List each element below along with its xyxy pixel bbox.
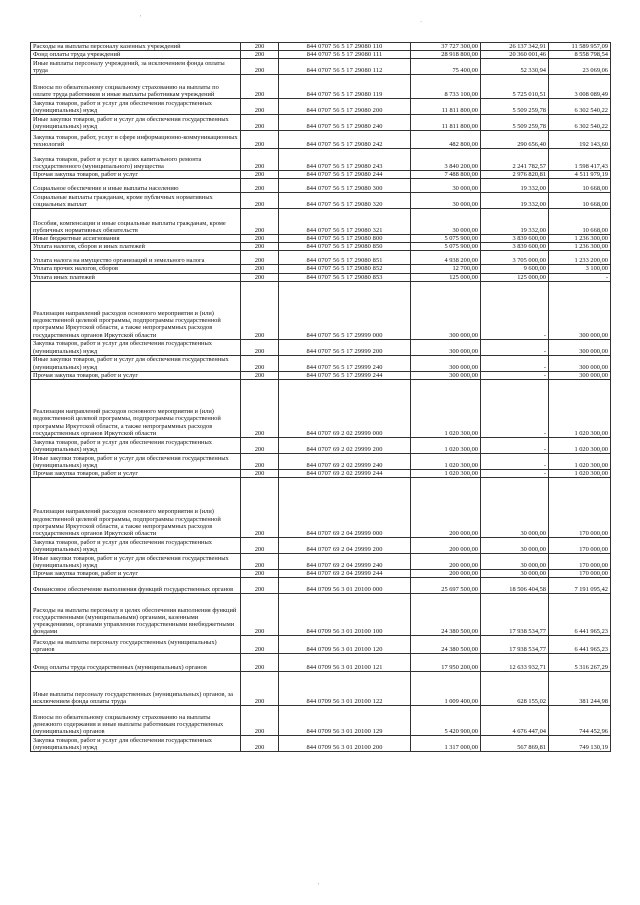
executed-amount-cell: 30 000,00 xyxy=(481,477,549,537)
expense-name-cell: Реализация направлений расходов основного мероприятия и (или) ведомственной целевой программы, подпрограммы государственной программы Иркутской области, а также непрограммных расходов государственных органов Иркутской области xyxy=(31,477,241,537)
executed-amount-cell: 18 506 404,58 xyxy=(481,577,549,593)
table-row xyxy=(31,149,611,171)
line-code-cell: 200 xyxy=(241,193,279,209)
unexecuted-amount-cell: 192 143,60 xyxy=(549,131,611,149)
executed-amount-cell: 5 725 010,51 xyxy=(481,75,549,99)
unexecuted-amount-cell: 1 233 200,00 xyxy=(549,251,611,265)
approved-amount-cell: 24 380 500,00 xyxy=(411,593,481,635)
executed-amount-cell: 12 633 932,71 xyxy=(481,653,549,671)
classification-code-cell: 844 0709 56 3 01 20100 121 xyxy=(279,653,411,671)
classification-code-cell: 844 0707 56 5 17 29080 320 xyxy=(279,193,411,209)
executed-amount-cell: 3 839 600,00 xyxy=(481,235,549,243)
line-code-cell: 200 xyxy=(241,281,279,339)
unexecuted-amount-cell: 381 244,98 xyxy=(549,671,611,705)
expense-name-cell: Иные закупки товаров, работ и услуг для обеспечения государственных (муниципальных) нужд xyxy=(31,553,241,569)
executed-amount-cell: 628 155,02 xyxy=(481,671,549,705)
classification-code-cell: 844 0707 69 2 04 29999 200 xyxy=(279,537,411,553)
unexecuted-amount-cell: 11 589 957,09 xyxy=(549,43,611,51)
unexecuted-amount-cell: 300 000,00 xyxy=(549,339,611,355)
expense-name-cell: Иные бюджетные ассигнования xyxy=(31,235,241,243)
classification-code-cell: 844 0707 56 5 17 29080 321 xyxy=(279,209,411,235)
unexecuted-amount-cell: 1 020 300,00 xyxy=(549,453,611,469)
line-code-cell: 200 xyxy=(241,339,279,355)
classification-code-cell: 844 0709 56 3 01 20100 120 xyxy=(279,635,411,653)
executed-amount-cell: 17 938 534,77 xyxy=(481,593,549,635)
executed-amount-cell: 20 360 001,46 xyxy=(481,51,549,59)
unexecuted-amount-cell: 300 000,00 xyxy=(549,355,611,371)
classification-code-cell: 844 0707 69 2 02 29999 000 xyxy=(279,379,411,437)
approved-amount-cell: 12 700,00 xyxy=(411,265,481,273)
table-row xyxy=(31,577,611,593)
classification-code-cell: 844 0707 69 2 02 29999 240 xyxy=(279,453,411,469)
table-row xyxy=(31,75,611,99)
classification-code-cell: 844 0707 56 5 17 29080 242 xyxy=(279,131,411,149)
approved-amount-cell: 1 009 400,00 xyxy=(411,671,481,705)
executed-amount-cell: - xyxy=(481,339,549,355)
executed-amount-cell: - xyxy=(481,437,549,453)
classification-code-cell: 844 0707 56 5 17 29080 852 xyxy=(279,265,411,273)
line-code-cell: 200 xyxy=(241,537,279,553)
classification-code-cell: 844 0707 56 5 17 29080 200 xyxy=(279,99,411,115)
approved-amount-cell: 3 840 200,00 xyxy=(411,149,481,171)
table-row xyxy=(31,537,611,553)
expense-name-cell: Прочая закупка товаров, работ и услуг xyxy=(31,171,241,179)
unexecuted-amount-cell: 7 191 095,42 xyxy=(549,577,611,593)
classification-code-cell: 844 0707 56 5 17 29080 119 xyxy=(279,75,411,99)
table-row xyxy=(31,281,611,339)
unexecuted-amount-cell: 1 236 300,00 xyxy=(549,235,611,243)
line-code-cell: 200 xyxy=(241,355,279,371)
classification-code-cell: 844 0707 56 5 17 29080 243 xyxy=(279,149,411,171)
expense-name-cell: Фонд оплаты труда государственных (муниципальных) органов xyxy=(31,653,241,671)
expense-name-cell: Реализация направлений расходов основного мероприятия и (или) ведомственной целевой программы, подпрограммы государственной программы Иркутской области, а также непрограммных расходов государственных органов Иркутской области xyxy=(31,281,241,339)
expense-name-cell: Иные закупки товаров, работ и услуг для обеспечения государственных (муниципальных) нужд xyxy=(31,355,241,371)
unexecuted-amount-cell: 1 598 417,43 xyxy=(549,149,611,171)
executed-amount-cell: 19 332,00 xyxy=(481,179,549,193)
classification-code-cell: 844 0707 56 5 17 29080 240 xyxy=(279,115,411,131)
line-code-cell: 200 xyxy=(241,149,279,171)
expense-name-cell: Уплата налога на имущество организаций и земельного налога xyxy=(31,251,241,265)
executed-amount-cell: 2 241 782,57 xyxy=(481,149,549,171)
expense-name-cell: Финансовое обеспечение выполнения функций государственных органов xyxy=(31,577,241,593)
unexecuted-amount-cell: 5 316 267,29 xyxy=(549,653,611,671)
approved-amount-cell: 300 000,00 xyxy=(411,339,481,355)
classification-code-cell: 844 0707 56 5 17 29999 200 xyxy=(279,339,411,355)
executed-amount-cell: - xyxy=(481,355,549,371)
classification-code-cell: 844 0707 56 5 17 29999 240 xyxy=(279,355,411,371)
unexecuted-amount-cell: 6 302 540,22 xyxy=(549,115,611,131)
executed-amount-cell: 52 330,94 xyxy=(481,59,549,75)
executed-amount-cell: - xyxy=(481,469,549,477)
expense-name-cell: Социальное обеспечение и иные выплаты населению xyxy=(31,179,241,193)
approved-amount-cell: 200 000,00 xyxy=(411,537,481,553)
scan-mark: ' xyxy=(140,14,142,22)
approved-amount-cell: 300 000,00 xyxy=(411,281,481,339)
classification-code-cell: 844 0709 56 3 01 20100 122 xyxy=(279,671,411,705)
approved-amount-cell: 28 918 800,00 xyxy=(411,51,481,59)
approved-amount-cell: 5 075 900,00 xyxy=(411,235,481,243)
table-row xyxy=(31,469,611,477)
unexecuted-amount-cell: 3 100,00 xyxy=(549,265,611,273)
table-row xyxy=(31,671,611,705)
table-row xyxy=(31,115,611,131)
line-code-cell: 200 xyxy=(241,379,279,437)
unexecuted-amount-cell: 300 000,00 xyxy=(549,371,611,379)
executed-amount-cell: 30 000,00 xyxy=(481,553,549,569)
classification-code-cell: 844 0707 56 5 17 29080 244 xyxy=(279,171,411,179)
classification-code-cell: 844 0707 56 5 17 29080 851 xyxy=(279,251,411,265)
table-row xyxy=(31,131,611,149)
classification-code-cell: 844 0707 56 5 17 29080 112 xyxy=(279,59,411,75)
table-row xyxy=(31,653,611,671)
unexecuted-amount-cell: - xyxy=(549,273,611,281)
unexecuted-amount-cell: 10 668,00 xyxy=(549,209,611,235)
line-code-cell: 200 xyxy=(241,235,279,243)
classification-code-cell: 844 0709 56 3 01 20100 129 xyxy=(279,705,411,735)
expense-name-cell: Закупка товаров, работ и услуг для обеспечения государственных (муниципальных) нужд xyxy=(31,99,241,115)
line-code-cell: 200 xyxy=(241,75,279,99)
table-row xyxy=(31,179,611,193)
expense-name-cell: Реализация направлений расходов основного мероприятия и (или) ведомственной целевой программы, подпрограммы государственной программы Иркутской области, а также непрограммных расходов государственных органов Иркутской области xyxy=(31,379,241,437)
line-code-cell: 200 xyxy=(241,469,279,477)
unexecuted-amount-cell: 744 452,96 xyxy=(549,705,611,735)
line-code-cell: 200 xyxy=(241,99,279,115)
classification-code-cell: 844 0709 56 3 01 20100 200 xyxy=(279,735,411,751)
executed-amount-cell: 26 137 342,91 xyxy=(481,43,549,51)
executed-amount-cell: 290 656,40 xyxy=(481,131,549,149)
expense-name-cell: Иные закупки товаров, работ и услуг для обеспечения государственных (муниципальных) нужд xyxy=(31,115,241,131)
approved-amount-cell: 200 000,00 xyxy=(411,569,481,577)
approved-amount-cell: 1 020 300,00 xyxy=(411,379,481,437)
executed-amount-cell: 30 000,00 xyxy=(481,569,549,577)
executed-amount-cell: 125 000,00 xyxy=(481,273,549,281)
unexecuted-amount-cell: 170 000,00 xyxy=(549,537,611,553)
table-row xyxy=(31,99,611,115)
unexecuted-amount-cell: 6 302 540,22 xyxy=(549,99,611,115)
expense-name-cell: Социальные выплаты гражданам, кроме публичных нормативных социальных выплат xyxy=(31,193,241,209)
unexecuted-amount-cell: 170 000,00 xyxy=(549,569,611,577)
unexecuted-amount-cell: 8 558 798,54 xyxy=(549,51,611,59)
approved-amount-cell: 5 075 900,00 xyxy=(411,243,481,251)
line-code-cell: 200 xyxy=(241,43,279,51)
unexecuted-amount-cell: 1 020 300,00 xyxy=(549,379,611,437)
table-row xyxy=(31,553,611,569)
table-row xyxy=(31,171,611,179)
line-code-cell: 200 xyxy=(241,59,279,75)
executed-amount-cell: 3 705 000,00 xyxy=(481,251,549,265)
line-code-cell: 200 xyxy=(241,273,279,281)
expense-name-cell: Иные выплаты персоналу государственных (муниципальных) органов, за исключением фонда оплаты труда xyxy=(31,671,241,705)
budget-execution-table xyxy=(30,42,611,752)
expense-name-cell: Расходы на выплаты персоналу государственных (муниципальных) органов xyxy=(31,635,241,653)
table-row xyxy=(31,59,611,75)
table-row xyxy=(31,635,611,653)
table-row xyxy=(31,735,611,751)
table-row xyxy=(31,705,611,735)
line-code-cell: 200 xyxy=(241,553,279,569)
line-code-cell: 200 xyxy=(241,171,279,179)
scan-mark: ` xyxy=(420,20,423,28)
expense-name-cell: Иные закупки товаров, работ и услуг для обеспечения государственных (муниципальных) нужд xyxy=(31,453,241,469)
unexecuted-amount-cell: 3 008 089,49 xyxy=(549,75,611,99)
classification-code-cell: 844 0707 56 5 17 29999 244 xyxy=(279,371,411,379)
approved-amount-cell: 17 950 200,00 xyxy=(411,653,481,671)
line-code-cell: 200 xyxy=(241,265,279,273)
table-row xyxy=(31,251,611,265)
table-row xyxy=(31,235,611,243)
classification-code-cell: 844 0709 56 3 01 20100 000 xyxy=(279,577,411,593)
line-code-cell: 200 xyxy=(241,453,279,469)
approved-amount-cell: 11 811 800,00 xyxy=(411,115,481,131)
line-code-cell: 200 xyxy=(241,569,279,577)
unexecuted-amount-cell: 1 020 300,00 xyxy=(549,469,611,477)
executed-amount-cell: 17 938 534,77 xyxy=(481,635,549,653)
executed-amount-cell: 19 332,00 xyxy=(481,193,549,209)
approved-amount-cell: 75 400,00 xyxy=(411,59,481,75)
unexecuted-amount-cell: 6 441 965,23 xyxy=(549,635,611,653)
table-row xyxy=(31,209,611,235)
executed-amount-cell: 19 332,00 xyxy=(481,209,549,235)
classification-code-cell: 844 0707 56 5 17 29080 850 xyxy=(279,243,411,251)
expense-name-cell: Закупка товаров, работ и услуг для обеспечения государственных (муниципальных) нужд xyxy=(31,437,241,453)
line-code-cell: 200 xyxy=(241,251,279,265)
expense-name-cell: Закупка товаров, работ и услуг для обеспечения государственных (муниципальных) нужд xyxy=(31,339,241,355)
line-code-cell: 200 xyxy=(241,437,279,453)
line-code-cell: 200 xyxy=(241,653,279,671)
unexecuted-amount-cell: 1 020 300,00 xyxy=(549,437,611,453)
expense-name-cell: Уплата иных платежей xyxy=(31,273,241,281)
classification-code-cell: 844 0707 69 2 04 29999 000 xyxy=(279,477,411,537)
table-row xyxy=(31,437,611,453)
approved-amount-cell: 200 000,00 xyxy=(411,477,481,537)
table-row xyxy=(31,593,611,635)
classification-code-cell: 844 0707 69 2 04 29999 244 xyxy=(279,569,411,577)
expense-name-cell: Уплата прочих налогов, сборов xyxy=(31,265,241,273)
approved-amount-cell: 24 380 500,00 xyxy=(411,635,481,653)
approved-amount-cell: 4 938 200,00 xyxy=(411,251,481,265)
classification-code-cell: 844 0707 69 2 02 29999 244 xyxy=(279,469,411,477)
unexecuted-amount-cell: 1 236 300,00 xyxy=(549,243,611,251)
line-code-cell: 200 xyxy=(241,577,279,593)
table-row xyxy=(31,265,611,273)
line-code-cell: 200 xyxy=(241,115,279,131)
table-row xyxy=(31,243,611,251)
expense-name-cell: Прочая закупка товаров, работ и услуг xyxy=(31,469,241,477)
table-row xyxy=(31,355,611,371)
classification-code-cell: 844 0707 56 5 17 29080 300 xyxy=(279,179,411,193)
classification-code-cell: 844 0707 69 2 04 29999 240 xyxy=(279,553,411,569)
classification-code-cell: 844 0707 56 5 17 29080 853 xyxy=(279,273,411,281)
line-code-cell: 200 xyxy=(241,179,279,193)
approved-amount-cell: 1 020 300,00 xyxy=(411,437,481,453)
executed-amount-cell: 2 976 820,81 xyxy=(481,171,549,179)
approved-amount-cell: 1 020 300,00 xyxy=(411,469,481,477)
approved-amount-cell: 7 488 800,00 xyxy=(411,171,481,179)
approved-amount-cell: 300 000,00 xyxy=(411,371,481,379)
line-code-cell: 200 xyxy=(241,671,279,705)
expense-name-cell: Закупка товаров, работ и услуг в целях капитального ремонта государственного (муниципального) имущества xyxy=(31,149,241,171)
line-code-cell: 200 xyxy=(241,209,279,235)
executed-amount-cell: - xyxy=(481,281,549,339)
approved-amount-cell: 11 811 800,00 xyxy=(411,99,481,115)
approved-amount-cell: 30 000,00 xyxy=(411,209,481,235)
unexecuted-amount-cell: 170 000,00 xyxy=(549,553,611,569)
table-row xyxy=(31,193,611,209)
approved-amount-cell: 25 697 500,00 xyxy=(411,577,481,593)
line-code-cell: 200 xyxy=(241,635,279,653)
unexecuted-amount-cell: 300 000,00 xyxy=(549,281,611,339)
table-row xyxy=(31,569,611,577)
expense-name-cell: Закупка товаров, работ и услуг для обеспечения государственных (муниципальных) нужд xyxy=(31,537,241,553)
approved-amount-cell: 125 000,00 xyxy=(411,273,481,281)
expense-name-cell: Фонд оплаты труда учреждений xyxy=(31,51,241,59)
table-row xyxy=(31,273,611,281)
table-row xyxy=(31,453,611,469)
expense-name-cell: Закупка товаров, работ, услуг в сфере информационно-коммуникационных технологий xyxy=(31,131,241,149)
unexecuted-amount-cell: 4 511 979,19 xyxy=(549,171,611,179)
expense-name-cell: Иные выплаты персоналу учреждений, за исключением фонда оплаты труда xyxy=(31,59,241,75)
approved-amount-cell: 1 020 300,00 xyxy=(411,453,481,469)
approved-amount-cell: 8 733 100,00 xyxy=(411,75,481,99)
classification-code-cell: 844 0709 56 3 01 20100 100 xyxy=(279,593,411,635)
line-code-cell: 200 xyxy=(241,371,279,379)
executed-amount-cell: 30 000,00 xyxy=(481,537,549,553)
scan-mark: ' xyxy=(318,882,320,890)
executed-amount-cell: - xyxy=(481,453,549,469)
executed-amount-cell: - xyxy=(481,379,549,437)
line-code-cell: 200 xyxy=(241,705,279,735)
unexecuted-amount-cell: 10 668,00 xyxy=(549,193,611,209)
classification-code-cell: 844 0707 56 5 17 29080 800 xyxy=(279,235,411,243)
approved-amount-cell: 482 800,00 xyxy=(411,131,481,149)
approved-amount-cell: 1 317 000,00 xyxy=(411,735,481,751)
expense-name-cell: Прочая закупка товаров, работ и услуг xyxy=(31,569,241,577)
line-code-cell: 200 xyxy=(241,243,279,251)
table-row xyxy=(31,477,611,537)
executed-amount-cell: 4 676 447,04 xyxy=(481,705,549,735)
line-code-cell: 200 xyxy=(241,593,279,635)
expense-name-cell: Закупка товаров, работ и услуг для обеспечения государственных (муниципальных) нужд xyxy=(31,735,241,751)
line-code-cell: 200 xyxy=(241,477,279,537)
approved-amount-cell: 200 000,00 xyxy=(411,553,481,569)
unexecuted-amount-cell: 10 668,00 xyxy=(549,179,611,193)
expense-name-cell: Пособия, компенсации и иные социальные выплаты гражданам, кроме публичных нормативных обязательств xyxy=(31,209,241,235)
executed-amount-cell: 3 839 600,00 xyxy=(481,243,549,251)
approved-amount-cell: 30 000,00 xyxy=(411,179,481,193)
expense-name-cell: Прочая закупка товаров, работ и услуг xyxy=(31,371,241,379)
classification-code-cell: 844 0707 56 5 17 29080 110 xyxy=(279,43,411,51)
classification-code-cell: 844 0707 56 5 17 29080 111 xyxy=(279,51,411,59)
executed-amount-cell: 567 869,81 xyxy=(481,735,549,751)
line-code-cell: 200 xyxy=(241,735,279,751)
approved-amount-cell: 5 420 900,00 xyxy=(411,705,481,735)
approved-amount-cell: 37 727 300,00 xyxy=(411,43,481,51)
expense-name-cell: Взносы по обязательному социальному страхованию на выплаты денежного содержания и иные выплаты работникам государственных (муниципальных) органов xyxy=(31,705,241,735)
classification-code-cell: 844 0707 69 2 02 29999 200 xyxy=(279,437,411,453)
table-row xyxy=(31,379,611,437)
executed-amount-cell: 5 509 259,78 xyxy=(481,115,549,131)
expense-name-cell: Расходы на выплаты персоналу казенных учреждений xyxy=(31,43,241,51)
approved-amount-cell: 300 000,00 xyxy=(411,355,481,371)
unexecuted-amount-cell: 749 130,19 xyxy=(549,735,611,751)
table-row xyxy=(31,339,611,355)
line-code-cell: 200 xyxy=(241,51,279,59)
table-row xyxy=(31,371,611,379)
unexecuted-amount-cell: 6 441 965,23 xyxy=(549,593,611,635)
table-row xyxy=(31,51,611,59)
executed-amount-cell: - xyxy=(481,371,549,379)
table-body xyxy=(31,43,611,752)
executed-amount-cell: 5 509 259,78 xyxy=(481,99,549,115)
line-code-cell: 200 xyxy=(241,131,279,149)
executed-amount-cell: 9 600,00 xyxy=(481,265,549,273)
table-row xyxy=(31,43,611,51)
unexecuted-amount-cell: 23 069,06 xyxy=(549,59,611,75)
unexecuted-amount-cell: 170 000,00 xyxy=(549,477,611,537)
expense-name-cell: Уплата налогов, сборов и иных платежей xyxy=(31,243,241,251)
expense-name-cell: Расходы на выплаты персоналу в целях обеспечения выполнения функций государственными (муниципальными) органами, казенными учреждениями, органами управления государственными внебюджетными фондами xyxy=(31,593,241,635)
expense-name-cell: Взносы по обязательному социальному страхованию на выплаты по оплате труда работников и иные выплаты работникам учреждений xyxy=(31,75,241,99)
approved-amount-cell: 30 000,00 xyxy=(411,193,481,209)
classification-code-cell: 844 0707 56 5 17 29999 000 xyxy=(279,281,411,339)
